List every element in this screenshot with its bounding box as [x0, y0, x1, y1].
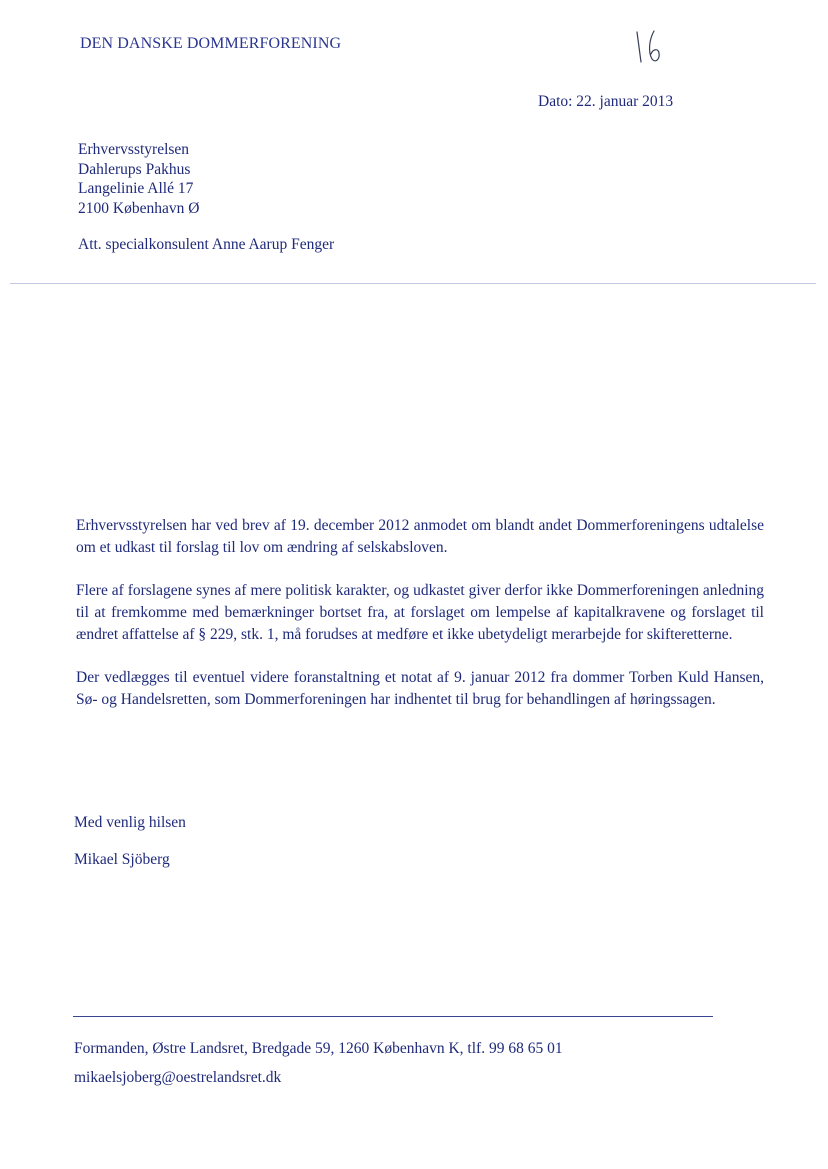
recipient-line: Dahlerups Pakhus [78, 160, 191, 178]
closing-salutation: Med venlig hilsen [74, 814, 186, 831]
recipient-address [78, 140, 199, 218]
handwritten-page-number [632, 28, 672, 73]
handwritten-page-number-mark [632, 28, 672, 68]
body-paragraph: Erhvervsstyrelsen har ved brev af 19. december 2012 anmodet om blandt andet Dommerforeningens udtalelse om et udkast til forslag til lov om ændring af selskabsloven. [76, 517, 764, 556]
footer-divider [73, 1016, 713, 1017]
attention-line: Att. specialkonsulent Anne Aarup Fenger [78, 236, 335, 253]
recipient-line: Erhvervsstyrelsen [78, 141, 190, 158]
recipient-line: 2100 København Ø [78, 199, 200, 217]
header-divider [10, 283, 816, 284]
letter-body [76, 515, 764, 732]
organization-header: DEN DANSKE DOMMERFORENING [80, 35, 342, 52]
recipient-line: Langelinie Allé 17 [78, 180, 194, 197]
body-paragraph: Der vedlægges til eventuel videre foranstaltning et notat af 9. januar 2012 fra dommer Torben Kuld Hansen, Sø- og Handelsretten, som Dommerforeningen har indhentet til brug for behandlingen af høringssagen. [76, 669, 764, 708]
footer-email: mikaelsjoberg@oestrelandsret.dk [74, 1069, 282, 1086]
footer-address: Formanden, Østre Landsret, Bredgade 59, 1260 København K, tlf. 99 68 65 01 [74, 1040, 563, 1057]
signer-name: Mikael Sjöberg [74, 851, 170, 868]
letter-date: Dato: 22. januar 2013 [538, 93, 674, 110]
body-paragraph: Flere af forslagene synes af mere politisk karakter, og udkastet giver derfor ikke Dommerforeningen anledning til at fremkomme med bemærkninger bortset fra, at forslaget om lempelse af kapitalkravene og forslaget til ændret affattelse af § 229, stk. 1, må forudses at medføre et ikke ubetydeligt merarbejde for skifteretterne. [76, 582, 764, 643]
